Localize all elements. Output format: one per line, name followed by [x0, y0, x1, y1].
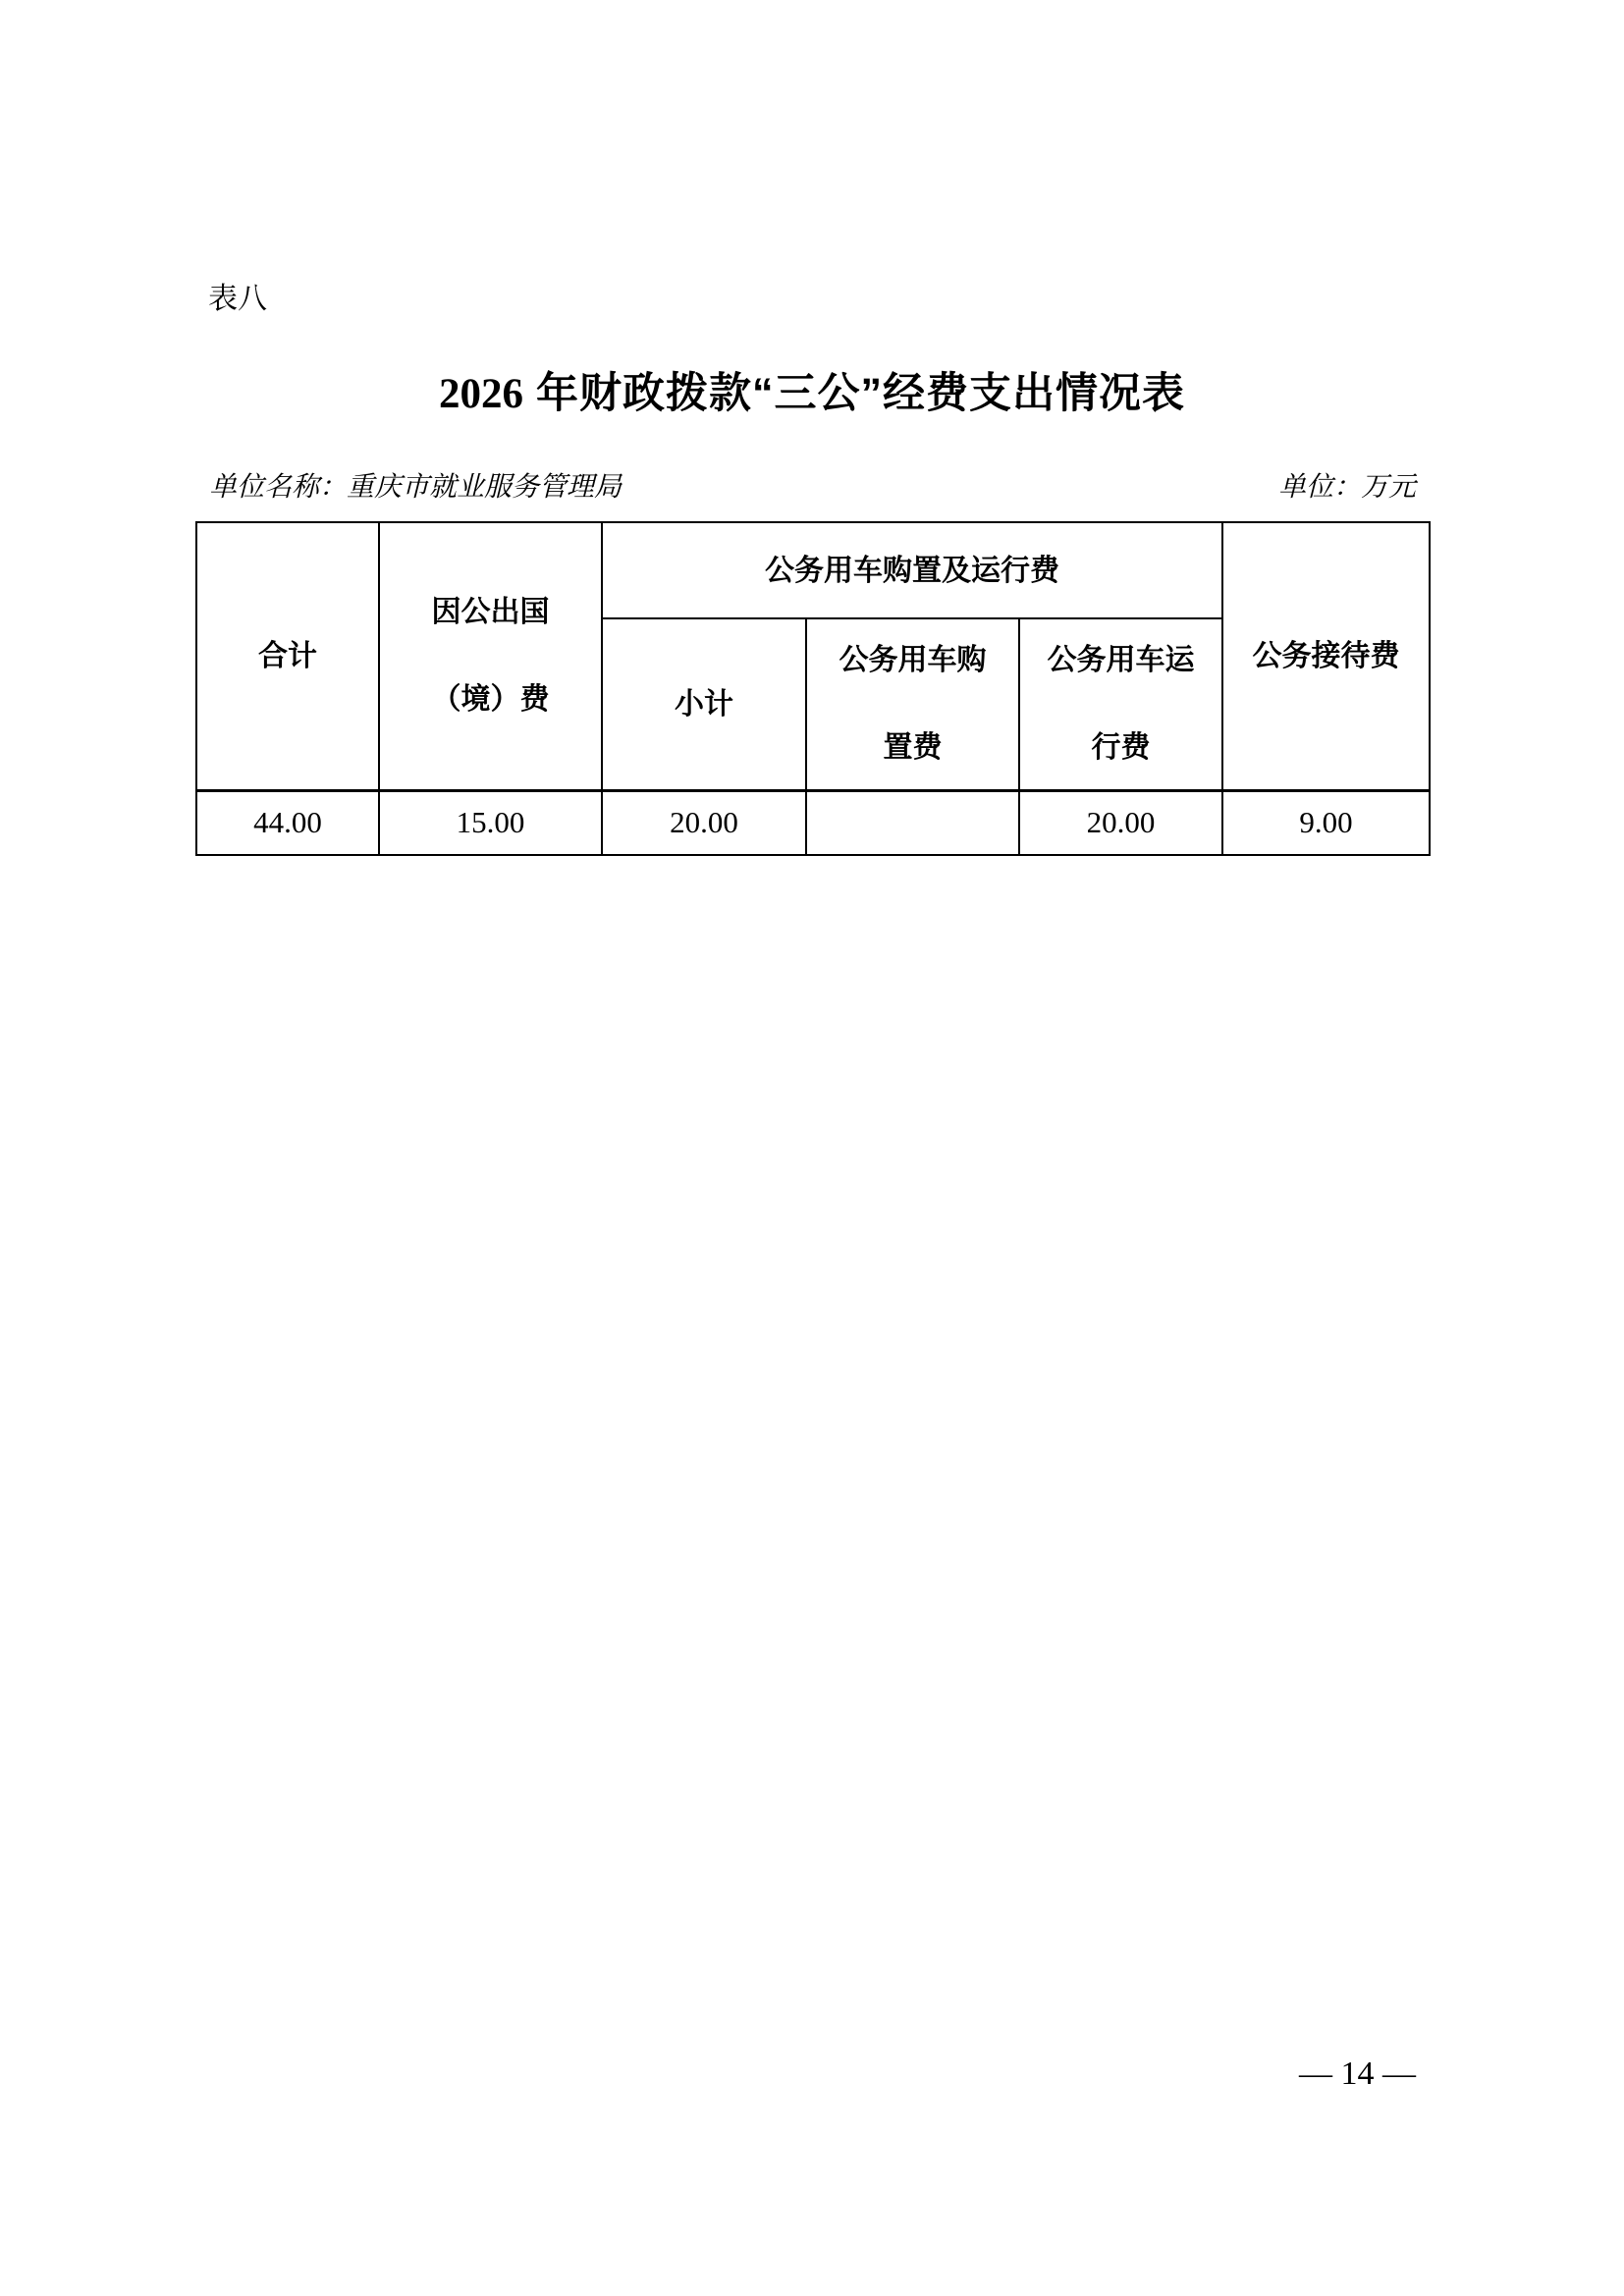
unit-of-measure-label: 单位：万元	[1277, 472, 1416, 503]
cell-operation: 20.00	[1019, 790, 1222, 855]
table-row	[196, 790, 1430, 855]
header-operation-line2: 行费	[1091, 731, 1151, 765]
header-subtotal: 小计	[602, 618, 806, 790]
header-abroad	[379, 522, 602, 790]
header-purchase	[806, 618, 1019, 790]
header-abroad-line1: 因公出国	[431, 596, 550, 629]
cell-reception: 9.00	[1222, 790, 1430, 855]
header-purchase-lines	[807, 644, 1018, 764]
table-label: 表八	[208, 283, 267, 315]
cell-subtotal: 20.00	[602, 790, 806, 855]
header-purchase-line1: 公务用车购	[839, 644, 987, 677]
header-abroad-line2: （境）费	[431, 683, 550, 717]
page-number: — 14 —	[1299, 2056, 1416, 2092]
title-text: 年财政拨款“三公”经费支出情况表	[523, 370, 1185, 417]
info-row	[195, 473, 1429, 504]
header-operation-lines	[1020, 644, 1221, 764]
page-title	[0, 369, 1624, 420]
header-total: 合计	[196, 522, 379, 790]
unit-name-label: 单位名称：重庆市就业服务管理局	[209, 472, 623, 503]
cell-abroad: 15.00	[379, 790, 602, 855]
header-operation	[1019, 618, 1222, 790]
title-year: 2026	[439, 371, 524, 417]
header-operation-line1: 公务用车运	[1047, 644, 1195, 677]
header-reception: 公务接待费	[1222, 522, 1430, 790]
header-abroad-lines	[380, 596, 601, 716]
cell-total: 44.00	[196, 790, 379, 855]
expense-table	[195, 521, 1431, 856]
cell-purchase	[806, 790, 1019, 855]
header-purchase-line2: 置费	[883, 731, 943, 765]
header-vehicle-group: 公务用车购置及运行费	[602, 522, 1222, 618]
header-row-group	[196, 522, 1430, 618]
